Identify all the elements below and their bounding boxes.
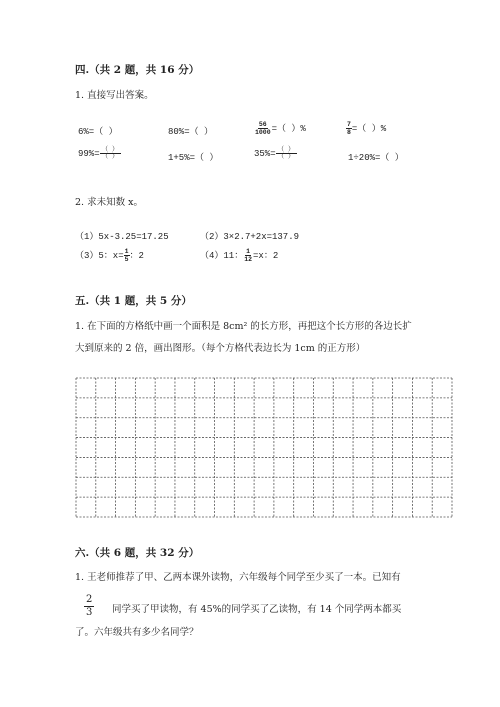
fraction: $\frac{1}{5}$ [124,248,129,264]
section-6-heading: 六.（共 6 题，共 32 分） [75,547,200,559]
fraction: $\frac{1}{12}$ [244,248,253,264]
section-6-line-2: 同学买了甲读物，有 45%的同学买了乙读物，有 14 个同学两本都买 [112,604,402,615]
calc-2a: 99%= （ ） （ ） [78,146,119,160]
equation-3: （3）5：x= $\frac{1}{5}$ ：2 [75,248,144,264]
fraction: $\frac{7}{8}$ [347,121,351,137]
question-2-title: 2. 求未知数 x。 [75,197,143,208]
calc-1a: 6%=（ ） [78,127,118,137]
section-4-heading: 四.（共 2 题，共 16 分） [75,64,200,76]
section-6-line-1: 1. 王老师推荐了甲、乙两本课外读物，六年级每个同学至少买了一本。已知有 [75,572,401,583]
calc-2d: 1÷20%=（ ） [348,153,404,163]
blank-fraction: （ ） （ ） [277,146,295,160]
section-6-line-3: 了。六年级共有多少名同学？ [75,627,199,638]
fraction: $\frac{56}{1000}$ [255,121,271,137]
section-5-line-1: 1. 在下面的方格纸中画一个面积是 8cm² 的长方形，再把这个长方形的各边长扩 [75,321,412,332]
calc-1d: $\frac{7}{8}$ =（ ）% [347,121,387,137]
grid-paper [75,377,453,518]
section-5-line-2: 大到原来的 2 倍，画出图形。（每个方格代表边长为 1cm 的正方形） [75,343,366,354]
calc-2c: 35%= （ ） （ ） [254,146,295,160]
equation-4: （4）11： $\frac{1}{12}$ =x：2 [200,248,279,264]
question-1-title: 1. 直接写出答案。 [75,90,154,101]
section-5-heading: 五.（共 1 题，共 5 分） [75,295,192,307]
fraction-two-thirds: 2 3 [86,594,93,618]
calc-2b: 1+5%=（ ） [168,153,219,163]
calc-1c: $\frac{56}{1000}$ =（ ）% [255,121,306,137]
equation-2: （2）3×2.7+2x=137.9 [200,232,300,242]
calc-1b: 80%=（ ） [168,127,214,137]
equation-1: （1）5x-3.25=17.25 [75,232,169,242]
blank-fraction: （ ） （ ） [101,146,119,160]
